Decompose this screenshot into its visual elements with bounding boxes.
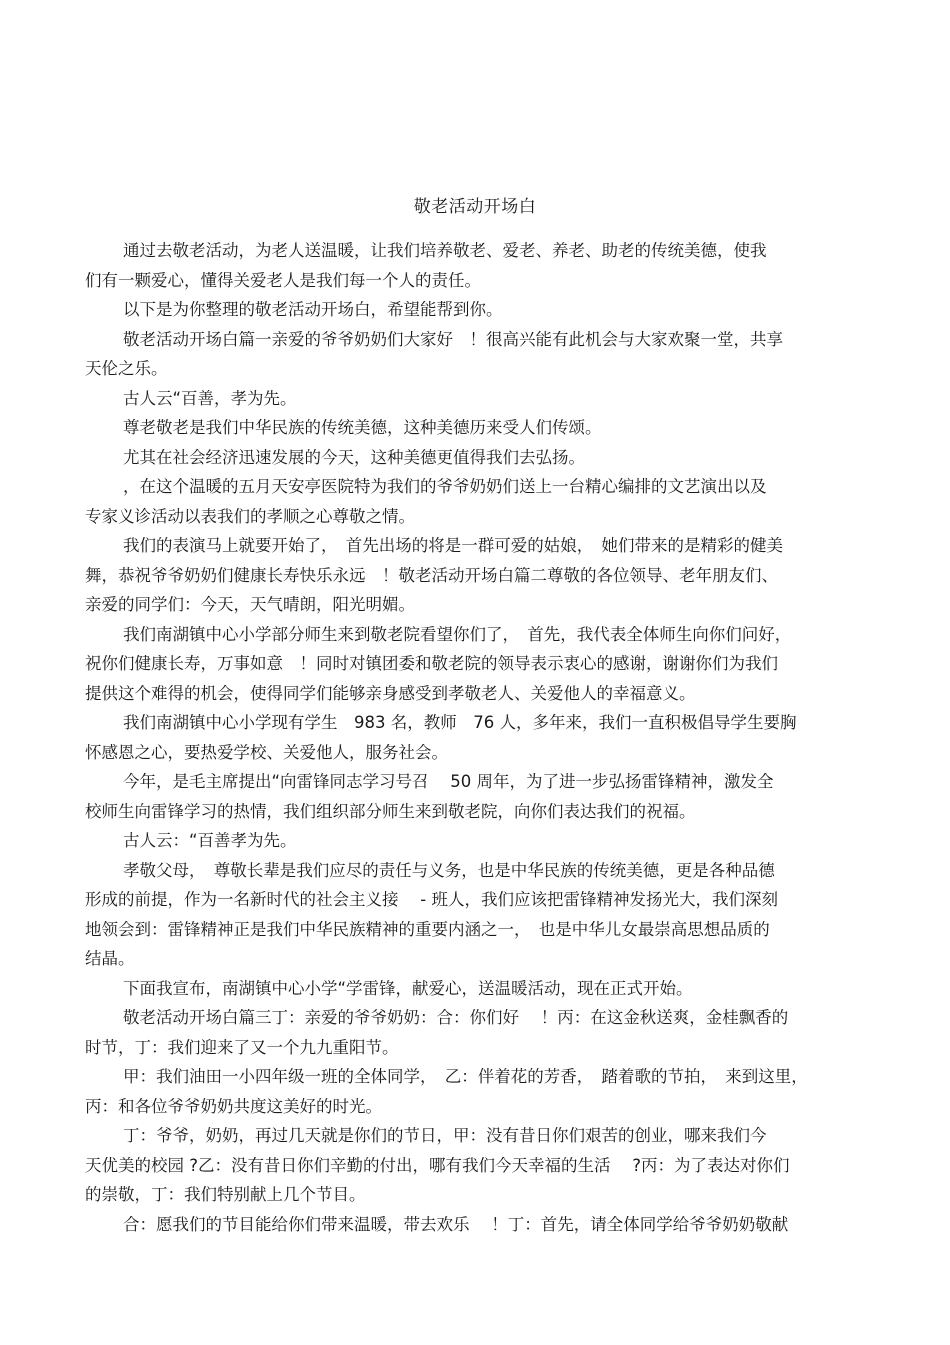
paragraph-line: 丙：和各位爷爷奶奶共度这美好的时光。 [85, 1096, 382, 1116]
paragraph-line: 的崇敬，丁：我们特别献上几个节目。 [85, 1185, 366, 1204]
paragraph-line: 尤其在社会经济迅速发展的今天，这种美德更值得我们去弘扬。 [123, 447, 585, 467]
paragraph [85, 384, 865, 414]
paragraph [85, 295, 865, 325]
paragraph-line: 敬老活动开场白篇三丁：亲爱的爷爷奶奶：合：你们好 ！丙：在这金秋送爽，金桂飘香的 [123, 1008, 789, 1027]
paragraph [85, 1121, 865, 1210]
paragraph-line: 时节，丁：我们迎来了又一个九九重阳节。 [85, 1037, 399, 1057]
paragraph [85, 236, 865, 295]
paragraph [85, 443, 865, 473]
paragraph-line: 提供这个难得的机会，使得同学们能够亲身感受到孝敬老人、关爱他人的幸福意义。 [85, 683, 696, 703]
paragraph-line: 亲爱的同学们：今天，天气晴朗，阳光明媚。 [85, 595, 415, 614]
paragraph [85, 325, 865, 384]
paragraph [85, 413, 865, 443]
paragraph-line: 怀感恩之心，要热爱学校、关爱他人，服务社会。 [85, 742, 448, 762]
paragraph [85, 1210, 865, 1240]
paragraph-line: 下面我宣布，南湖镇中心小学“学雷锋，献爱心，送温暖活动，现在正式开始。 [123, 978, 693, 998]
paragraph-line: 地领会到：雷锋精神正是我们中华民族精神的重要内涵之一， 也是中华儿女最崇高思想品质的 [85, 919, 770, 939]
paragraph-line: 尊老敬老是我们中华民族的传统美德，这种美德历来受人们传颂。 [123, 418, 602, 437]
paragraph-line: 我们南湖镇中心小学现有学生 983 名，教师 76 人，多年来，我们一直积极倡导学生要胸 [123, 713, 797, 732]
paragraph-line: 专家义诊活动以表我们的孝顺之心尊敬之情。 [85, 506, 415, 526]
paragraph-line: 丁：爷爷，奶奶，再过几天就是你们的节日，甲：没有昔日你们艰苦的创业，哪来我们今 [123, 1126, 767, 1145]
paragraph-line: 祝你们健康长寿，万事如意 ！同时对镇团委和敬老院的领导表示衷心的感谢，谢谢你们为我们 [85, 654, 778, 673]
paragraph [85, 767, 865, 826]
paragraph [85, 856, 865, 974]
paragraph-line: 天伦之乐。 [85, 359, 168, 378]
paragraph-line: 合：愿我们的节目能给你们带来温暖，带去欢乐 ！丁：首先，请全体同学给爷爷奶奶敬献 [123, 1214, 789, 1234]
paragraph [85, 826, 865, 856]
paragraph-line: 古人云“百善，孝为先。 [123, 388, 297, 408]
paragraph-line: ，在这个温暖的五月天安亭医院特为我们的爷爷奶奶们送上一台精心编排的文艺演出以及 [123, 477, 767, 496]
paragraph-line: 以下是为你整理的敬老活动开场白，希望能帮到你。 [123, 300, 503, 319]
paragraph [85, 1003, 865, 1062]
document-title: 敬老活动开场白 [413, 197, 537, 217]
paragraph-line: 甲：我们油田一小四年级一班的全体同学， 乙：伴着花的芳香， 踏着歌的节拍， 来到这里， [123, 1067, 808, 1086]
paragraph-line: 天优美的校园 ?乙：没有昔日你们辛勤的付出，哪有我们今天幸福的生活 ?丙：为了表达对你们 [85, 1155, 790, 1175]
paragraph [85, 708, 865, 767]
paragraph-line: 孝敬父母， 尊敬长辈是我们应尽的责任与义务，也是中华民族的传统美德，更是各种品德 [123, 860, 775, 880]
paragraph [85, 472, 865, 531]
paragraph-line: 校师生向雷锋学习的热情，我们组织部分师生来到敬老院，向你们表达我们的祝福。 [85, 801, 696, 821]
paragraph [85, 620, 865, 709]
paragraph-line: 今年，是毛主席提出“向雷锋同志学习号召 50 周年，为了进一步弘扬雷锋精神，激发全 [123, 772, 774, 791]
paragraph [85, 1062, 865, 1121]
paragraph-line: 通过去敬老活动，为老人送温暖，让我们培养敬老、爱老、养老、助老的传统美德，使我 [123, 241, 767, 260]
document-body [85, 236, 865, 1239]
paragraph-line: 古人云：“百善孝为先。 [123, 831, 297, 850]
paragraph [85, 531, 865, 620]
paragraph-line: 形成的前提，作为一名新时代的社会主义接 - 班人，我们应该把雷锋精神发扬光大，我们深刻 [85, 890, 778, 909]
paragraph-line: 敬老活动开场白篇一亲爱的爷爷奶奶们大家好 ！很高兴能有此机会与大家欢聚一堂，共享 [123, 329, 783, 349]
paragraph-line: 我们南湖镇中心小学部分师生来到敬老院看望你们了， 首先，我代表全体师生向你们问好， [123, 624, 792, 644]
paragraph-line: 我们的表演马上就要开始了， 首先出场的将是一群可爱的姑娘， 她们带来的是精彩的健美 [123, 536, 783, 555]
paragraph-line: 舞，恭祝爷爷奶奶们健康长寿快乐永远 ！敬老活动开场白篇二尊敬的各位领导、老年朋友们、 [85, 565, 778, 585]
paragraph [85, 974, 865, 1004]
paragraph-line: 结晶。 [85, 949, 135, 968]
paragraph-line: 们有一颗爱心，懂得关爱老人是我们每一个人的责任。 [85, 270, 481, 290]
